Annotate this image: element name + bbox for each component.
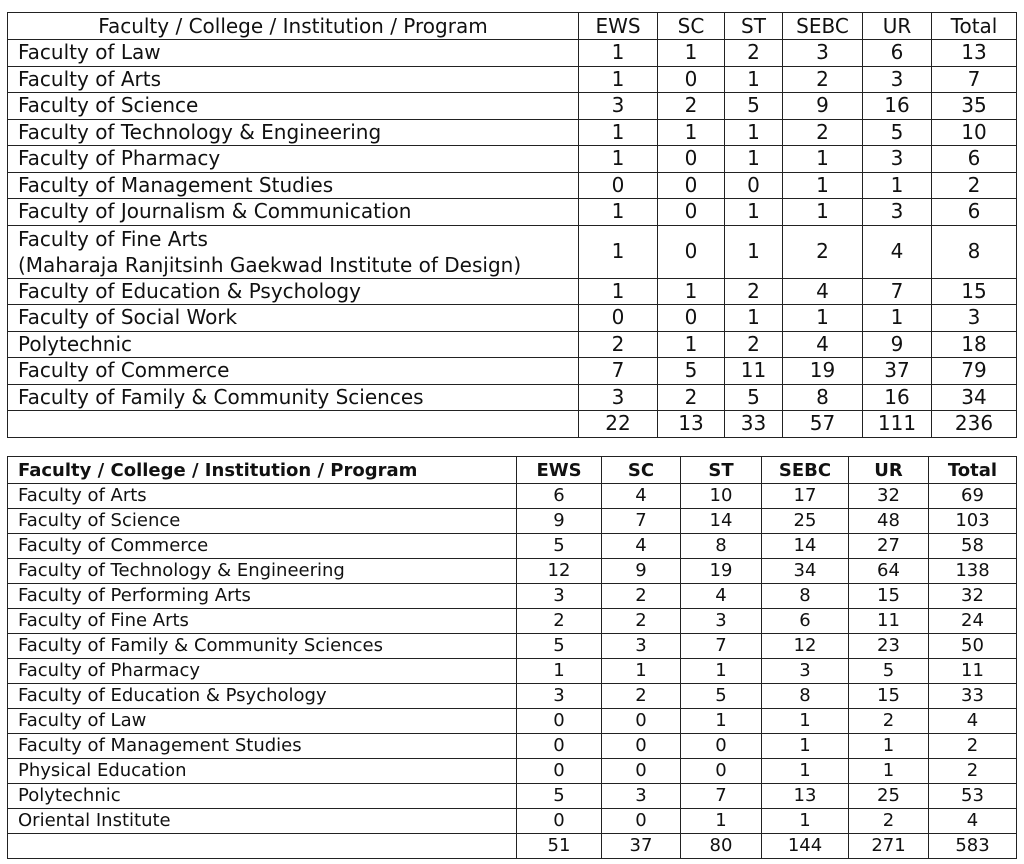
value-cell: 1 xyxy=(579,40,658,67)
value-cell: 12 xyxy=(762,634,849,659)
value-cell: 6 xyxy=(932,146,1017,173)
total-cell: 22 xyxy=(579,411,658,438)
total-cell: 51 xyxy=(517,834,602,859)
program-name: Faculty of Fine Arts xyxy=(18,226,208,251)
program-name-cell xyxy=(8,225,579,278)
value-cell: 5 xyxy=(658,358,725,385)
totals-row xyxy=(8,834,1017,859)
column-header-ews: EWS xyxy=(517,457,602,484)
value-cell: 17 xyxy=(762,484,849,509)
totals-label-cell xyxy=(8,411,579,438)
value-cell: 1 xyxy=(783,146,863,173)
column-header-sebc: SEBC xyxy=(783,13,863,40)
value-cell: 2 xyxy=(725,278,783,305)
value-cell: 6 xyxy=(517,484,602,509)
value-cell: 4 xyxy=(929,709,1017,734)
table-row xyxy=(8,278,1017,305)
value-cell: 0 xyxy=(725,172,783,199)
table-row xyxy=(8,484,1017,509)
value-cell: 9 xyxy=(517,509,602,534)
table-row xyxy=(8,759,1017,784)
total-cell: 33 xyxy=(725,411,783,438)
value-cell: 0 xyxy=(602,734,681,759)
value-cell: 8 xyxy=(783,384,863,411)
value-cell: 1 xyxy=(762,759,849,784)
value-cell: 5 xyxy=(863,119,932,146)
value-cell: 4 xyxy=(602,534,681,559)
value-cell: 79 xyxy=(932,358,1017,385)
value-cell: 14 xyxy=(681,509,762,534)
value-cell: 4 xyxy=(783,331,863,358)
value-cell: 14 xyxy=(762,534,849,559)
column-header-ews: EWS xyxy=(579,13,658,40)
value-cell: 1 xyxy=(849,734,929,759)
program-name-cell: Faculty of Management Studies xyxy=(8,172,579,199)
value-cell: 53 xyxy=(929,784,1017,809)
program-name-cell: Faculty of Performing Arts xyxy=(8,584,517,609)
value-cell: 1 xyxy=(579,199,658,226)
value-cell: 1 xyxy=(762,709,849,734)
value-cell: 5 xyxy=(517,784,602,809)
value-cell: 4 xyxy=(783,278,863,305)
value-cell: 0 xyxy=(658,172,725,199)
value-cell: 138 xyxy=(929,559,1017,584)
value-cell: 1 xyxy=(725,225,783,278)
value-cell: 103 xyxy=(929,509,1017,534)
column-header-program: Faculty / College / Institution / Program xyxy=(8,457,517,484)
value-cell: 8 xyxy=(932,225,1017,278)
value-cell: 5 xyxy=(517,634,602,659)
program-name-cell: Faculty of Commerce xyxy=(8,534,517,559)
program-name-cell: Faculty of Science xyxy=(8,93,579,120)
value-cell: 0 xyxy=(681,734,762,759)
table-row xyxy=(8,809,1017,834)
value-cell: 1 xyxy=(579,66,658,93)
table-row xyxy=(8,66,1017,93)
program-name-cell: Faculty of Science xyxy=(8,509,517,534)
value-cell: 1 xyxy=(602,659,681,684)
value-cell: 5 xyxy=(849,659,929,684)
value-cell: 3 xyxy=(863,66,932,93)
program-name-cell: Faculty of Pharmacy xyxy=(8,146,579,173)
value-cell: 0 xyxy=(579,172,658,199)
totals-label-cell xyxy=(8,834,517,859)
total-cell: 57 xyxy=(783,411,863,438)
value-cell: 1 xyxy=(725,146,783,173)
value-cell: 1 xyxy=(725,119,783,146)
value-cell: 0 xyxy=(658,66,725,93)
value-cell: 1 xyxy=(681,709,762,734)
value-cell: 1 xyxy=(863,172,932,199)
value-cell: 2 xyxy=(725,40,783,67)
value-cell: 2 xyxy=(658,384,725,411)
program-name-cell: Faculty of Social Work xyxy=(8,305,579,332)
value-cell: 7 xyxy=(681,634,762,659)
value-cell: 5 xyxy=(725,384,783,411)
value-cell: 6 xyxy=(863,40,932,67)
value-cell: 5 xyxy=(725,93,783,120)
table-row xyxy=(8,119,1017,146)
value-cell: 19 xyxy=(681,559,762,584)
table-row xyxy=(8,305,1017,332)
value-cell: 9 xyxy=(863,331,932,358)
table-row xyxy=(8,358,1017,385)
value-cell: 3 xyxy=(579,93,658,120)
value-cell: 34 xyxy=(762,559,849,584)
program-name-cell: Physical Education xyxy=(8,759,517,784)
program-name-cell: Faculty of Education & Psychology xyxy=(8,278,579,305)
value-cell: 64 xyxy=(849,559,929,584)
table-row xyxy=(8,609,1017,634)
value-cell: 3 xyxy=(783,40,863,67)
value-cell: 1 xyxy=(849,759,929,784)
table-row xyxy=(8,734,1017,759)
value-cell: 1 xyxy=(579,278,658,305)
value-cell: 0 xyxy=(658,146,725,173)
value-cell: 1 xyxy=(725,305,783,332)
value-cell: 37 xyxy=(863,358,932,385)
total-cell: 80 xyxy=(681,834,762,859)
value-cell: 0 xyxy=(579,305,658,332)
program-name-cell: Faculty of Management Studies xyxy=(8,734,517,759)
table-row xyxy=(8,93,1017,120)
value-cell: 1 xyxy=(658,119,725,146)
program-name-cell: Faculty of Law xyxy=(8,40,579,67)
program-name-cell: Faculty of Family & Community Sciences xyxy=(8,634,517,659)
column-header-total: Total xyxy=(929,457,1017,484)
column-header-st: ST xyxy=(681,457,762,484)
column-header-sc: SC xyxy=(658,13,725,40)
value-cell: 11 xyxy=(929,659,1017,684)
value-cell: 33 xyxy=(929,684,1017,709)
value-cell: 8 xyxy=(762,584,849,609)
table-row xyxy=(8,534,1017,559)
total-cell: 144 xyxy=(762,834,849,859)
value-cell: 2 xyxy=(783,66,863,93)
column-header-ur: UR xyxy=(849,457,929,484)
program-name-cell: Faculty of Fine Arts xyxy=(8,609,517,634)
value-cell: 35 xyxy=(932,93,1017,120)
value-cell: 1 xyxy=(863,305,932,332)
total-cell: 236 xyxy=(932,411,1017,438)
value-cell: 11 xyxy=(725,358,783,385)
table-row xyxy=(8,225,1017,278)
value-cell: 13 xyxy=(932,40,1017,67)
value-cell: 0 xyxy=(517,809,602,834)
value-cell: 2 xyxy=(602,609,681,634)
table-row xyxy=(8,659,1017,684)
seat-table-1 xyxy=(7,12,1017,438)
table-row xyxy=(8,559,1017,584)
table-row xyxy=(8,634,1017,659)
value-cell: 10 xyxy=(681,484,762,509)
value-cell: 2 xyxy=(725,331,783,358)
value-cell: 0 xyxy=(517,759,602,784)
value-cell: 1 xyxy=(658,331,725,358)
value-cell: 4 xyxy=(681,584,762,609)
table-row xyxy=(8,172,1017,199)
value-cell: 3 xyxy=(863,199,932,226)
value-cell: 2 xyxy=(783,225,863,278)
program-name-cell: Faculty of Family & Community Sciences xyxy=(8,384,579,411)
value-cell: 0 xyxy=(602,709,681,734)
program-name-cell: Faculty of Pharmacy xyxy=(8,659,517,684)
value-cell: 50 xyxy=(929,634,1017,659)
value-cell: 9 xyxy=(602,559,681,584)
value-cell: 2 xyxy=(602,684,681,709)
program-name-cell: Polytechnic xyxy=(8,784,517,809)
value-cell: 2 xyxy=(602,584,681,609)
value-cell: 25 xyxy=(849,784,929,809)
value-cell: 0 xyxy=(681,759,762,784)
total-cell: 271 xyxy=(849,834,929,859)
value-cell: 1 xyxy=(658,278,725,305)
value-cell: 1 xyxy=(681,659,762,684)
value-cell: 23 xyxy=(849,634,929,659)
value-cell: 3 xyxy=(579,384,658,411)
value-cell: 2 xyxy=(849,809,929,834)
value-cell: 34 xyxy=(932,384,1017,411)
program-name-cell: Faculty of Arts xyxy=(8,484,517,509)
table-row xyxy=(8,146,1017,173)
column-header-program: Faculty / College / Institution / Program xyxy=(8,13,579,40)
value-cell: 1 xyxy=(725,66,783,93)
value-cell: 7 xyxy=(602,509,681,534)
value-cell: 18 xyxy=(932,331,1017,358)
value-cell: 3 xyxy=(932,305,1017,332)
value-cell: 1 xyxy=(579,146,658,173)
total-cell: 37 xyxy=(602,834,681,859)
table-row xyxy=(8,331,1017,358)
program-name-cell: Faculty of Commerce xyxy=(8,358,579,385)
program-name-cell: Polytechnic xyxy=(8,331,579,358)
value-cell: 4 xyxy=(863,225,932,278)
total-cell: 13 xyxy=(658,411,725,438)
value-cell: 6 xyxy=(762,609,849,634)
value-cell: 69 xyxy=(929,484,1017,509)
value-cell: 3 xyxy=(602,634,681,659)
table-row xyxy=(8,509,1017,534)
table-row xyxy=(8,709,1017,734)
value-cell: 4 xyxy=(602,484,681,509)
value-cell: 2 xyxy=(929,734,1017,759)
value-cell: 1 xyxy=(783,305,863,332)
value-cell: 6 xyxy=(932,199,1017,226)
value-cell: 32 xyxy=(849,484,929,509)
table-row xyxy=(8,199,1017,226)
value-cell: 0 xyxy=(658,225,725,278)
value-cell: 25 xyxy=(762,509,849,534)
column-header-ur: UR xyxy=(863,13,932,40)
value-cell: 15 xyxy=(932,278,1017,305)
value-cell: 0 xyxy=(602,759,681,784)
value-cell: 5 xyxy=(517,534,602,559)
value-cell: 48 xyxy=(849,509,929,534)
value-cell: 27 xyxy=(849,534,929,559)
value-cell: 58 xyxy=(929,534,1017,559)
value-cell: 7 xyxy=(863,278,932,305)
column-header-total: Total xyxy=(932,13,1017,40)
value-cell: 1 xyxy=(579,225,658,278)
value-cell: 1 xyxy=(658,40,725,67)
column-header-sc: SC xyxy=(602,457,681,484)
seat-table-2 xyxy=(7,456,1017,859)
value-cell: 3 xyxy=(681,609,762,634)
value-cell: 19 xyxy=(783,358,863,385)
program-name-cell: Faculty of Journalism & Communication xyxy=(8,199,579,226)
value-cell: 1 xyxy=(762,734,849,759)
value-cell: 1 xyxy=(783,172,863,199)
program-name-subtitle: (Maharaja Ranjitsinh Gaekwad Institute of Design) xyxy=(18,252,522,277)
table-header-row xyxy=(8,13,1017,40)
value-cell: 7 xyxy=(681,784,762,809)
program-name-cell: Faculty of Technology & Engineering xyxy=(8,559,517,584)
value-cell: 9 xyxy=(783,93,863,120)
total-cell: 111 xyxy=(863,411,932,438)
value-cell: 10 xyxy=(932,119,1017,146)
value-cell: 11 xyxy=(849,609,929,634)
value-cell: 7 xyxy=(579,358,658,385)
value-cell: 1 xyxy=(517,659,602,684)
column-header-sebc: SEBC xyxy=(762,457,849,484)
value-cell: 3 xyxy=(863,146,932,173)
totals-row xyxy=(8,411,1017,438)
value-cell: 32 xyxy=(929,584,1017,609)
value-cell: 3 xyxy=(517,584,602,609)
value-cell: 2 xyxy=(932,172,1017,199)
value-cell: 2 xyxy=(579,331,658,358)
value-cell: 2 xyxy=(658,93,725,120)
value-cell: 1 xyxy=(579,119,658,146)
table-row xyxy=(8,684,1017,709)
value-cell: 7 xyxy=(932,66,1017,93)
value-cell: 15 xyxy=(849,584,929,609)
table-row xyxy=(8,40,1017,67)
value-cell: 12 xyxy=(517,559,602,584)
program-name-cell: Oriental Institute xyxy=(8,809,517,834)
program-name-cell: Faculty of Technology & Engineering xyxy=(8,119,579,146)
value-cell: 8 xyxy=(681,534,762,559)
value-cell: 0 xyxy=(517,734,602,759)
value-cell: 15 xyxy=(849,684,929,709)
value-cell: 1 xyxy=(725,199,783,226)
value-cell: 5 xyxy=(681,684,762,709)
program-name-cell: Faculty of Arts xyxy=(8,66,579,93)
table-header-row xyxy=(8,457,1017,484)
value-cell: 2 xyxy=(783,119,863,146)
table-row xyxy=(8,584,1017,609)
value-cell: 0 xyxy=(602,809,681,834)
value-cell: 16 xyxy=(863,384,932,411)
value-cell: 1 xyxy=(681,809,762,834)
value-cell: 1 xyxy=(762,809,849,834)
value-cell: 0 xyxy=(517,709,602,734)
value-cell: 24 xyxy=(929,609,1017,634)
value-cell: 8 xyxy=(762,684,849,709)
column-header-st: ST xyxy=(725,13,783,40)
value-cell: 0 xyxy=(658,199,725,226)
value-cell: 3 xyxy=(602,784,681,809)
value-cell: 2 xyxy=(849,709,929,734)
value-cell: 16 xyxy=(863,93,932,120)
value-cell: 2 xyxy=(929,759,1017,784)
program-name-cell: Faculty of Law xyxy=(8,709,517,734)
value-cell: 3 xyxy=(517,684,602,709)
value-cell: 1 xyxy=(783,199,863,226)
value-cell: 2 xyxy=(517,609,602,634)
value-cell: 13 xyxy=(762,784,849,809)
value-cell: 3 xyxy=(762,659,849,684)
table-row xyxy=(8,784,1017,809)
value-cell: 0 xyxy=(658,305,725,332)
program-name-cell: Faculty of Education & Psychology xyxy=(8,684,517,709)
value-cell: 4 xyxy=(929,809,1017,834)
table-row xyxy=(8,384,1017,411)
total-cell: 583 xyxy=(929,834,1017,859)
